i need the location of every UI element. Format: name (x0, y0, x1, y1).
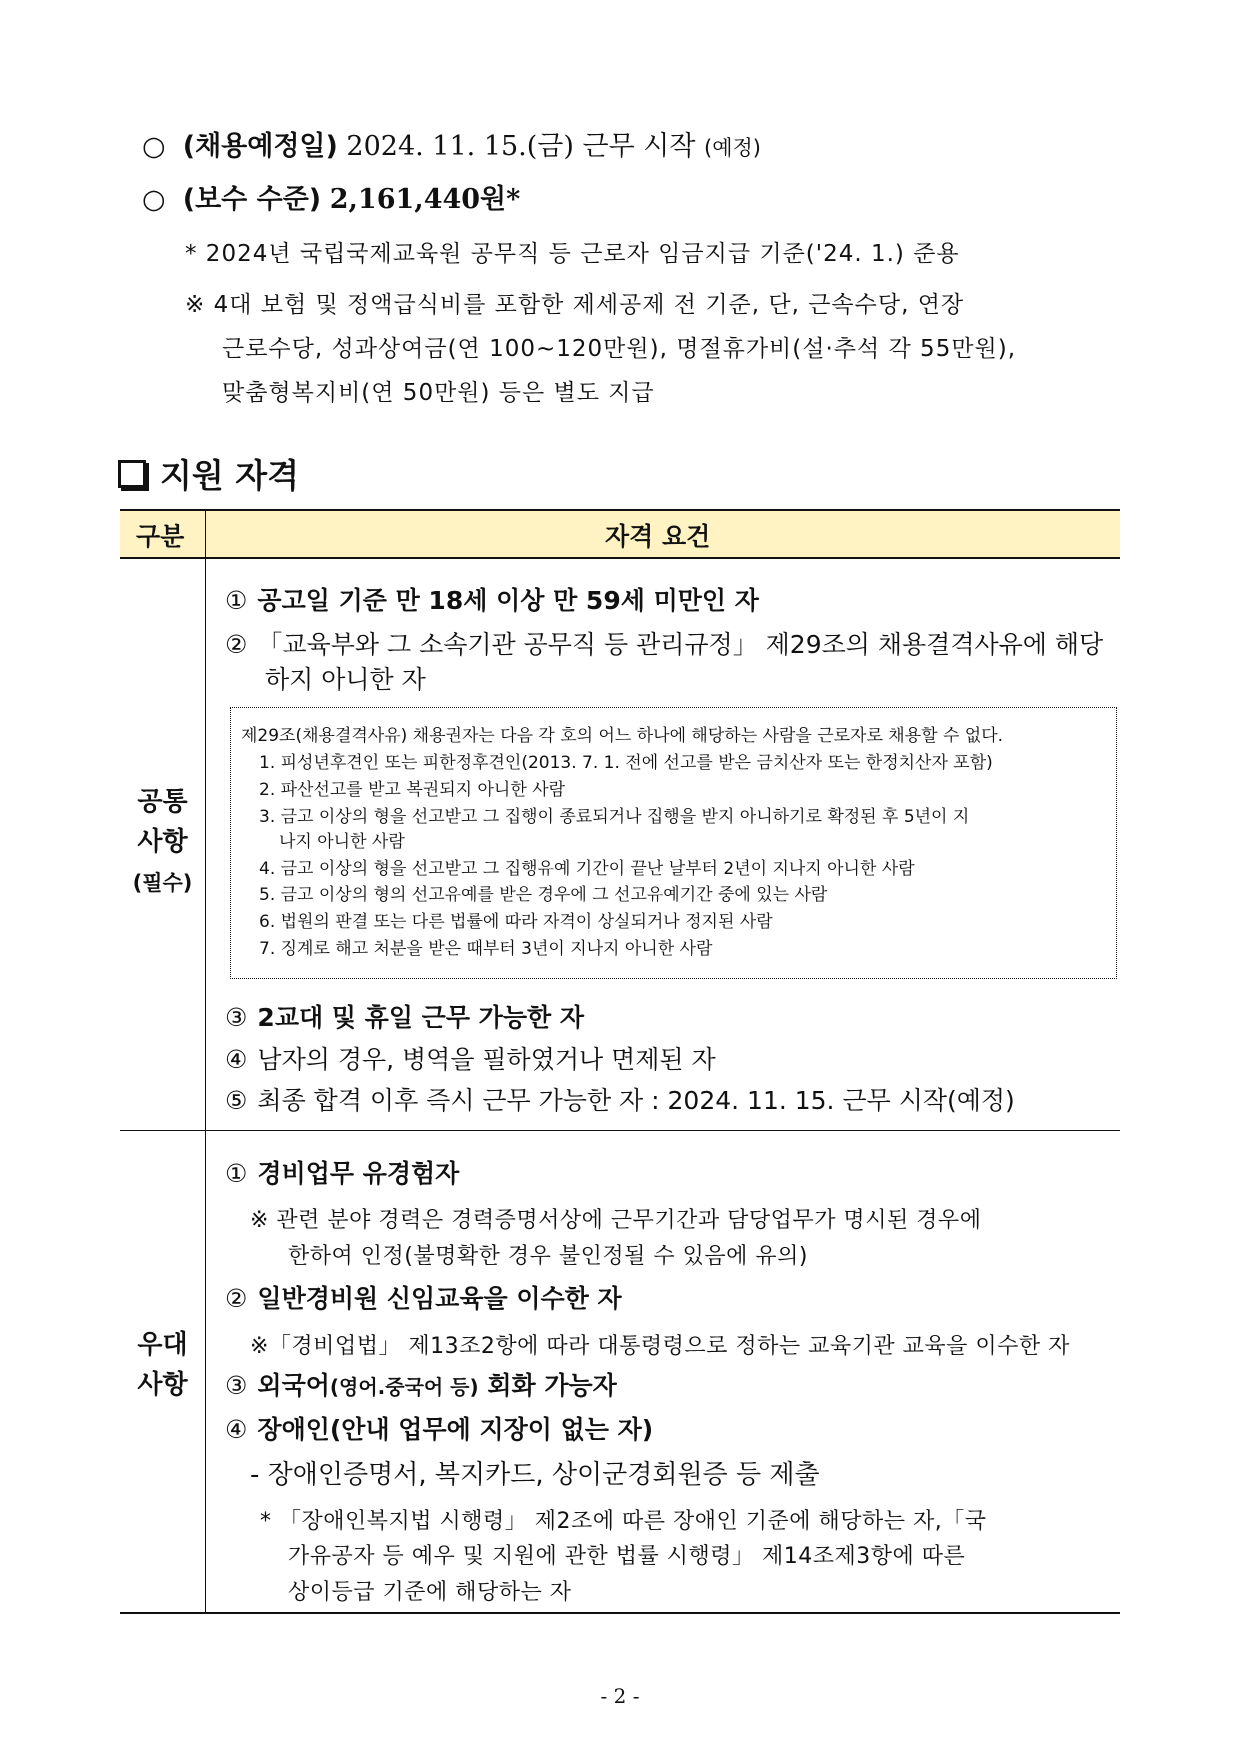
hire-date-text: 2024. 11. 15.(금) 근무 시작 (346, 131, 696, 162)
disqualification-box (230, 707, 1117, 979)
item-number: ④ (225, 1045, 248, 1074)
table-top-border (120, 509, 1120, 511)
hire-date-line (142, 124, 761, 163)
table-header-border (120, 557, 1120, 559)
qualification-table (120, 509, 1120, 1614)
common-label-line2: 사항 (137, 827, 188, 857)
common-item-2-cont: 하지 아니한 자 (265, 665, 426, 694)
section-title-text: 지원 자격 (160, 456, 300, 495)
common-item-5-text: 최종 합격 이후 즉시 근무 가능한 자 : 2024. 11. 15. 근무 시작(예정) (257, 1086, 1015, 1115)
box-line-1: 1. 피성년후견인 또는 피한정후견인(2013. 7. 1. 전에 선고를 받은 금치산자 또는 한정치산자 포함) (259, 753, 993, 773)
table-row-divider (120, 1130, 1120, 1131)
preferred-item-4-note-2: 가유공자 등 예우 및 지원에 관한 법률 시행령」 제14조제3항에 따른 (288, 1544, 966, 1569)
preferred-item-4-sub: - 장애인증명서, 복지카드, 상이군경회원증 등 제출 (250, 1460, 820, 1490)
common-item-3 (225, 998, 584, 1034)
header-requirements: 자격 요건 (605, 522, 711, 551)
salary-reference-note-2: 근로수당, 성과상여금(연 100∼120만원), 명절휴가비(설·추석 각 55만원), (222, 336, 1017, 362)
preferred-item-1-text: 경비업무 유경험자 (257, 1159, 460, 1188)
salary-reference-note-1: ※ 4대 보험 및 정액급식비를 포함한 제세공제 전 기준, 단, 근속수당, 연장 (185, 292, 965, 318)
common-item-2-text-1: 「교육부와 그 소속기관 공무직 등 관리규정」 제29조의 채용결격사유에 해당 (257, 630, 1104, 659)
common-item-5 (225, 1081, 1015, 1117)
box-line-2: 2. 파산선고를 받고 복권되지 아니한 사람 (259, 780, 565, 800)
common-item-4-text: 남자의 경우, 병역을 필하였거나 면제된 자 (257, 1045, 716, 1074)
box-line-3a: 3. 금고 이상의 형을 선고받고 그 집행이 종료되거나 집행을 받지 아니하기로 확정된 후 5년이 지 (259, 807, 970, 827)
box-line-6: 6. 법원의 판결 또는 다른 법률에 따라 자격이 상실되거나 정지된 사람 (259, 912, 773, 932)
preferred-item-3-paren: (영어.중국어 등) (329, 1375, 479, 1399)
preferred-item-2-note: ※「경비업법」 제13조2항에 따라 대통령령으로 정하는 교육기관 교육을 이수한 자 (250, 1334, 1070, 1359)
salary-reference-note-3: 맞춤형복지비(연 50만원) 등은 별도 지급 (222, 380, 655, 406)
bullet-circle: ○ (142, 184, 166, 215)
hire-date-label: (채용예정일) (182, 131, 338, 162)
box-line-4: 4. 금고 이상의 형을 선고받고 그 집행유예 기간이 끝난 날부터 2년이 지나지 아니한 사람 (259, 859, 915, 879)
preferred-item-3-tail: 회화 가능자 (478, 1371, 617, 1400)
preferred-label-line1: 우대 (137, 1330, 188, 1360)
checkbox-square-icon (118, 460, 146, 488)
salary-text: 2,161,440원* (329, 184, 521, 215)
preferred-row-label (120, 1325, 205, 1405)
preferred-item-1-note-2: 한하여 인정(불명확한 경우 불인정될 수 있음에 유의) (288, 1244, 808, 1269)
item-number: ⑤ (225, 1086, 248, 1115)
item-number: ① (225, 586, 248, 615)
item-number: ③ (225, 1003, 248, 1032)
common-label-line3: (필수) (132, 871, 193, 895)
common-item-1 (225, 581, 759, 617)
header-category: 구분 (136, 522, 185, 551)
page-number: - 2 - (600, 1684, 640, 1708)
box-line-7: 7. 징계로 해고 처분을 받은 때부터 3년이 지나지 아니한 사람 (259, 939, 713, 959)
preferred-item-4 (225, 1410, 653, 1446)
hire-date-note: (예정) (704, 136, 761, 160)
item-number: ② (225, 1284, 248, 1313)
box-intro: 제29조(채용결격사유) 채용권자는 다음 각 호의 어느 하나에 해당하는 사람을 근로자로 채용할 수 없다. (241, 726, 1004, 746)
item-number: ① (225, 1159, 248, 1188)
preferred-item-1 (225, 1154, 459, 1190)
common-item-1-text: 공고일 기준 만 18세 이상 만 59세 미만인 자 (257, 586, 759, 615)
box-line-3b: 나지 아니한 사람 (279, 832, 405, 852)
preferred-item-4-note-1: * 「장애인복지법 시행령」 제2조에 따른 장애인 기준에 해당하는 자,「국 (260, 1509, 987, 1534)
section-title (118, 450, 299, 497)
preferred-item-1-note-1: ※ 관련 분야 경력은 경력증명서상에 근무기간과 담당업무가 명시된 경우에 (250, 1208, 982, 1233)
preferred-item-4-note-3: 상이등급 기준에 해당하는 자 (288, 1580, 572, 1605)
salary-footnote: * 2024년 국립국제교육원 공무직 등 근로자 임금지급 기준('24. 1.) 준용 (185, 241, 960, 267)
table-column-divider (205, 509, 206, 1614)
preferred-item-3 (225, 1366, 617, 1402)
item-number: ④ (225, 1415, 248, 1444)
common-row-label (120, 782, 205, 903)
common-label-line1: 공통 (137, 787, 188, 817)
preferred-item-2 (225, 1279, 622, 1315)
common-item-4 (225, 1040, 716, 1076)
box-line-5: 5. 금고 이상의 형의 선고유예를 받은 경우에 그 선고유예기간 중에 있는 사람 (259, 885, 828, 905)
common-item-2 (225, 625, 1103, 661)
preferred-item-2-text: 일반경비원 신임교육을 이수한 자 (257, 1284, 622, 1313)
preferred-item-4-text: 장애인(안내 업무에 지장이 없는 자) (257, 1415, 654, 1444)
salary-label: (보수 수준) (182, 184, 322, 215)
bullet-circle: ○ (142, 131, 166, 162)
item-number: ② (225, 630, 248, 659)
preferred-item-3-text: 외국어 (257, 1371, 330, 1400)
salary-line (142, 177, 520, 216)
item-number: ③ (225, 1371, 248, 1400)
table-bottom-border (120, 1612, 1120, 1614)
common-item-3-text: 2교대 및 휴일 근무 가능한 자 (257, 1003, 584, 1032)
preferred-label-line2: 사항 (137, 1370, 188, 1400)
